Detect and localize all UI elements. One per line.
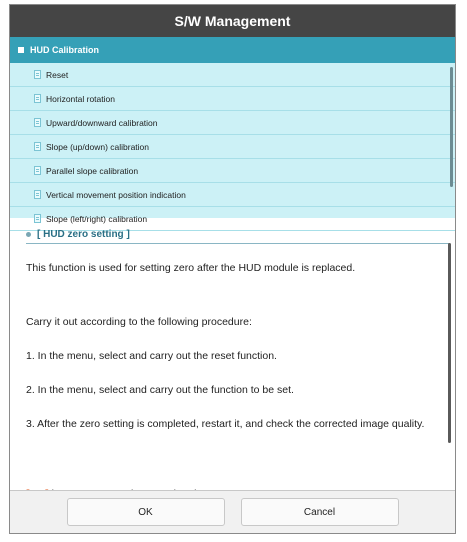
list-item-vertical-movement-position[interactable]: [10, 183, 455, 207]
document-icon: [34, 94, 41, 103]
list-scrollbar[interactable]: [450, 67, 453, 187]
list-item-label: Vertical movement position indication: [46, 189, 186, 200]
section-title-text: [ HUD zero setting ]: [37, 228, 130, 240]
list-item-reset[interactable]: [10, 63, 455, 87]
list-item-label: Parallel slope calibration: [46, 165, 139, 176]
document-icon: [34, 166, 41, 175]
document-icon: [34, 214, 41, 223]
list-item-label: Slope (left/right) calibration: [46, 213, 148, 224]
square-bullet-icon: [18, 47, 24, 53]
cancel-button[interactable]: Cancel: [241, 498, 399, 526]
document-icon: [34, 70, 41, 79]
document-icon: [34, 190, 41, 199]
calibration-list[interactable]: [10, 63, 455, 224]
dialog-title: S/W Management: [10, 5, 455, 37]
procedure-step: 2. In the menu, select and carry out the function to be set.: [26, 384, 294, 396]
list-item-horizontal-rotation[interactable]: [10, 87, 455, 111]
list-item-label: Reset: [46, 69, 69, 80]
section-title: [26, 225, 450, 244]
dialog-footer: [10, 490, 455, 533]
description-paragraph: This function is used for setting zero after the HUD module is replaced.: [26, 262, 356, 274]
list-item-upward-downward-calibration[interactable]: [10, 111, 455, 135]
procedure-step: 1. In the menu, select and carry out the reset function.: [26, 350, 277, 362]
sw-management-dialog: [9, 4, 456, 534]
document-icon: [34, 118, 41, 127]
list-item-label: Upward/downward calibration: [46, 117, 158, 128]
description-paragraph: Carry it out according to the following procedure:: [26, 316, 252, 328]
list-item-label: Slope (up/down) calibration: [46, 141, 150, 152]
group-label: HUD Calibration: [30, 45, 100, 55]
ok-button[interactable]: OK: [67, 498, 225, 526]
document-icon: [34, 142, 41, 151]
list-item-label: Horizontal rotation: [46, 93, 115, 104]
bullet-icon: [26, 232, 31, 237]
list-item-slope-up-down-calibration[interactable]: [10, 135, 455, 159]
procedure-step: 3. After the zero setting is completed, restart it, and check the corrected image quality.: [26, 418, 425, 430]
group-hud-calibration[interactable]: [10, 37, 455, 63]
description-content: [26, 253, 434, 497]
content-scrollbar[interactable]: [448, 243, 451, 443]
list-item-parallel-slope-calibration[interactable]: [10, 159, 455, 183]
